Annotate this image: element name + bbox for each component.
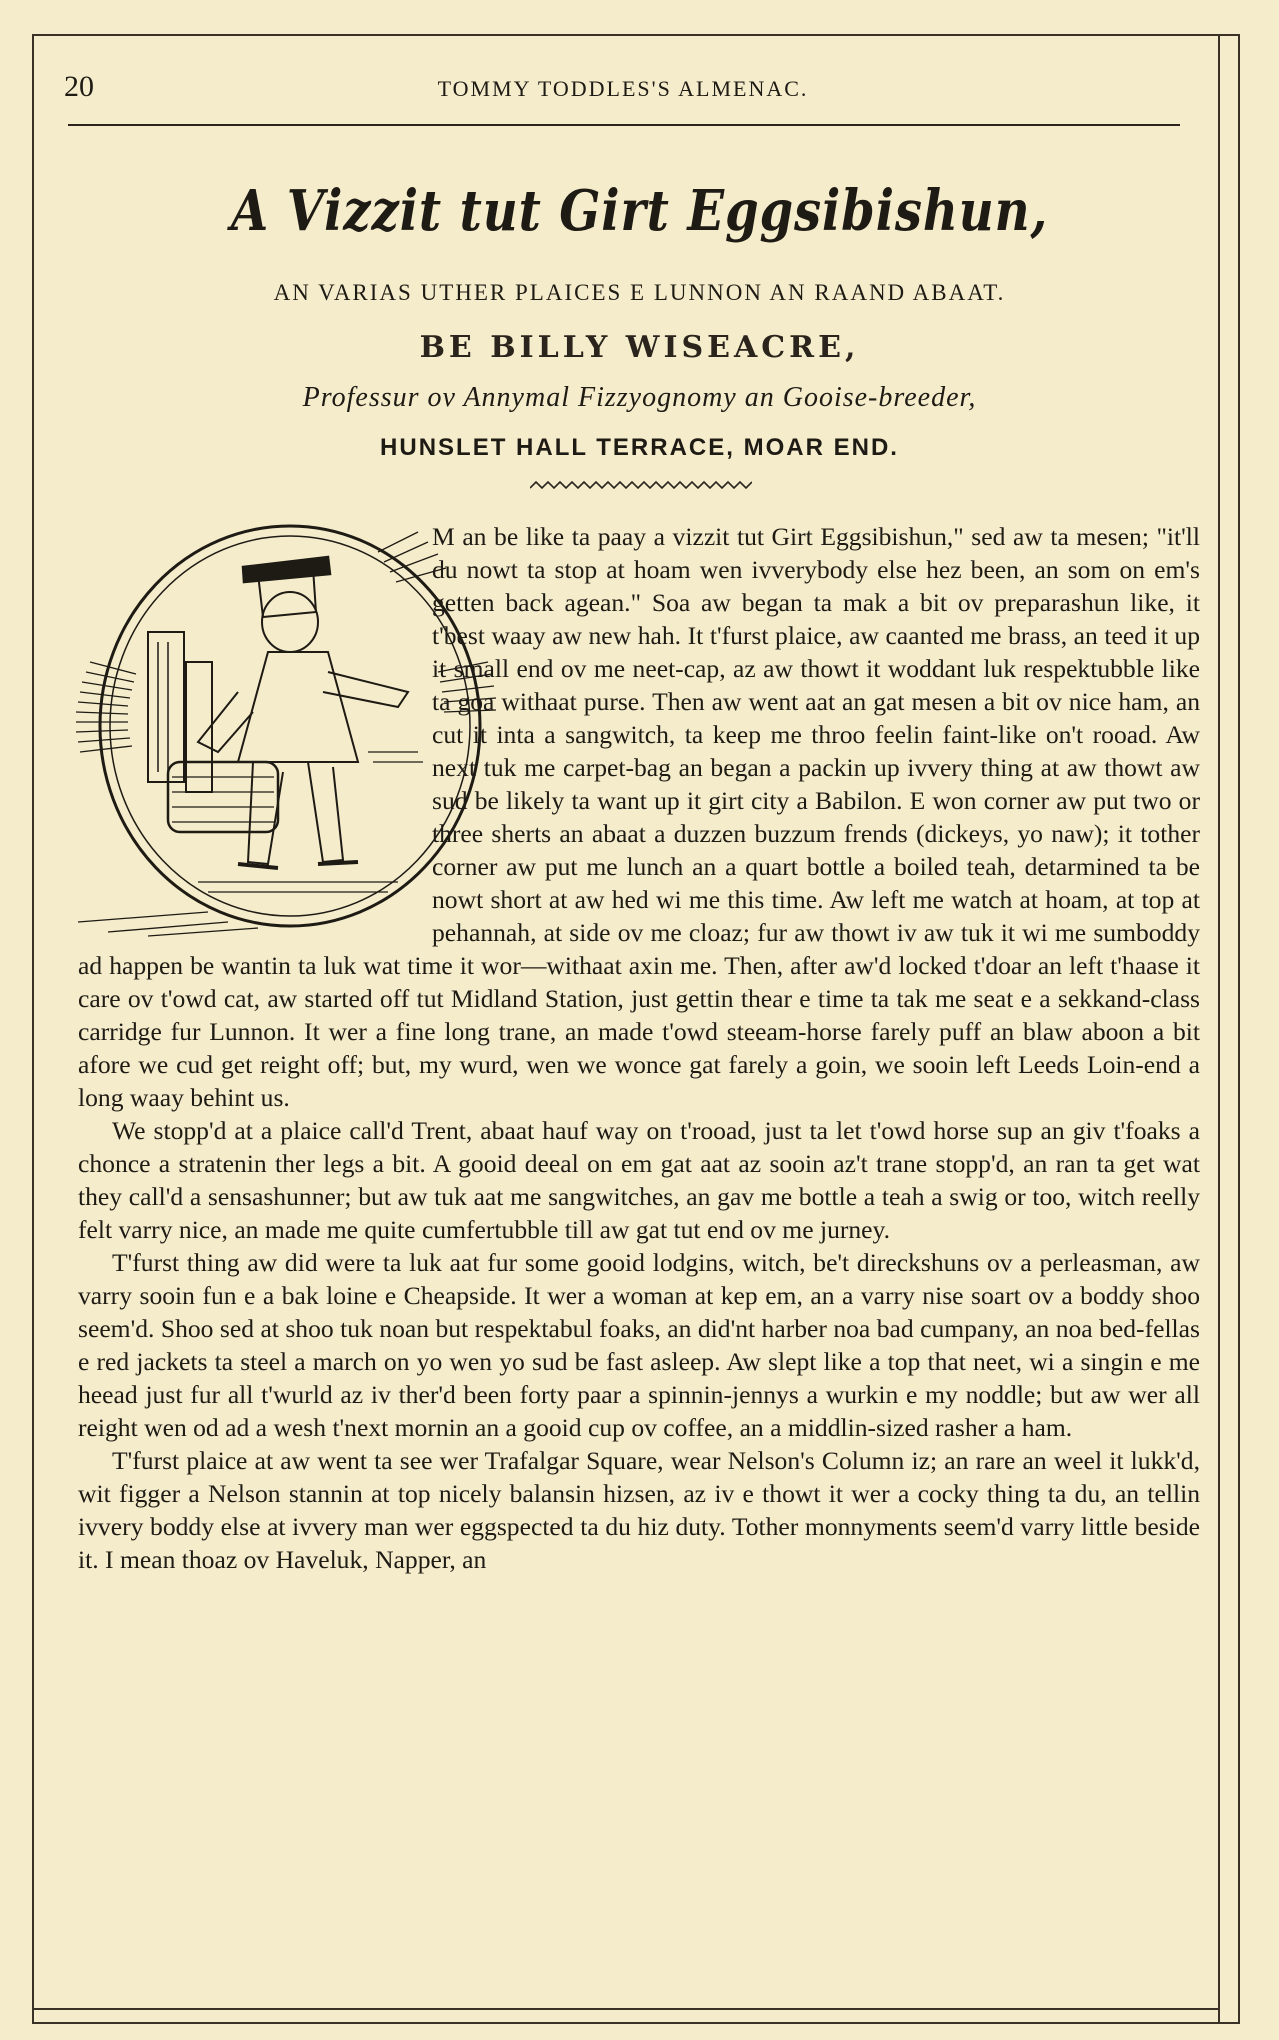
decorative-squiggle: [530, 478, 752, 492]
byline: BE BILLY WISEACRE,: [419, 330, 860, 365]
page-frame-bottom-rule: [32, 2008, 1220, 2010]
author-profession: Professur ov Annymal Fizzyognomy an Gooise-breeder,: [302, 382, 977, 413]
illustration-wrap: [0, 520, 432, 938]
running-title: TOMMY TODDLES'S ALMENAC.: [437, 76, 809, 101]
page-number: 20: [64, 70, 94, 103]
header-rule: [68, 124, 1180, 126]
author-address: HUNSLET HALL TERRACE, MOAR END.: [380, 434, 899, 461]
paragraph-4: T'furst plaice at aw went ta see wer Trafalgar Square, wear Nelson's Column iz; an rare an weel it lukk'd, wit figger a Nelson stannin at top nicely balansin hizsen, az iv e thowt it wer a cocky thing ta du, an tellin ivvery boddy else at ivvery man wer eggspected ta du hiz duty. Tother monnyments seem'd varry little beside it. I mean thoaz ov Haveluk, Napper, an: [78, 1446, 1200, 1574]
article-body: [78, 520, 1200, 1576]
paragraph-3: T'furst thing aw did were ta luk aat fur some gooid lodgins, witch, be't direckshuns ov a perleasman, aw varry sooin fun e a bak loine e Cheapside. It wer a woman at kep em, an a varry nise soart ov a boddy shoo seem'd. Shoo sed at shoo tuk noan but respektabul foaks, an did'nt harber noa bad cumpany, an noa bed-fellas e red jackets ta steel a march on yo wen yo sud be fast asleep. Aw slept like a top that neet, wi a singin e me heead just fur all t'wurld az iv ther'd been forty paar a spinnin-jennys a wurkin e my noddle; but aw wer all reight wen od ad a wesh t'next mornin an a gooid cup ov coffee, an a middlin-sized rasher a ham.: [78, 1248, 1200, 1442]
article-subtitle: AN VARIAS UTHER PLAICES E LUNNON AN RAAND ABAAT.: [273, 280, 1006, 305]
paragraph-2: We stopp'd at a plaice call'd Trent, abaat hauf way on t'rooad, just ta let t'owd horse sup an giv t'foaks a chonce a stratenin ther legs a bit. A gooid deeal on em gat aat az sooin az't trane stopp'd, an ran ta get wat they call'd a sensashunner; but aw tuk aat me sangwitches, an gav me bottle a teah a swig or too, witch reelly felt varry nice, an made me quite cumfertubble till aw gat tut end ov me jurney.: [78, 1116, 1200, 1244]
article-title: A Vizzit tut Girt Eggsibishun,: [230, 178, 1049, 244]
running-header: [64, 70, 1182, 110]
paragraph-1: M an be like ta paay a vizzit tut Girt Eggsibishun," sed aw ta mesen; "it'll du nowt ta stop at hoam wen ivverybody else hez been, an som on em's getten back agean." Soa aw began ta mak a bit ov preparashun like, it t'best waay aw new hah. It t'furst plaice, aw caanted me brass, an teed it up it small end ov me neet-cap, az aw thowt it woddant luk respektubble like ta goa withaat purse. Then aw went aat an gat mesen a bit ov nice ham, an cut it inta a sangwitch, ta keep me throo feelin faint-like on't rooad. Aw next tuk me carpet-bag an began a packin up ivvery thing at aw thowt aw sud be likely ta want up it girt city a Babilon. E won corner aw put two or three sherts an abaat a duzzen buzzum frends (dickeys, yo naw); it tother corner aw put me lunch an a quart bottle a boiled teah, detarmined ta be nowt short at aw hed wi me this time. Aw left me watch at hoam, at top at pehannah, at side ov me cloaz; fur aw thowt iv aw tuk it wi me sumboddy ad happen be wantin ta luk wat time it wor—withaat axin me. Then, after aw'd locked t'doar an left t'haase it care ov t'owd cat, aw started off tut Midland Station, just gettin thear e time ta tak me seat e a sekkand-class carridge fur Lunnon. It wer a fine long trane, an made t'owd steeam-horse farely puff an blaw aboon a bit afore we cud get reight off; but, my wurd, wen we wonce gat farely a goin, we sooin left Leeds Loin-end a long waay behint us.: [78, 522, 1200, 1112]
